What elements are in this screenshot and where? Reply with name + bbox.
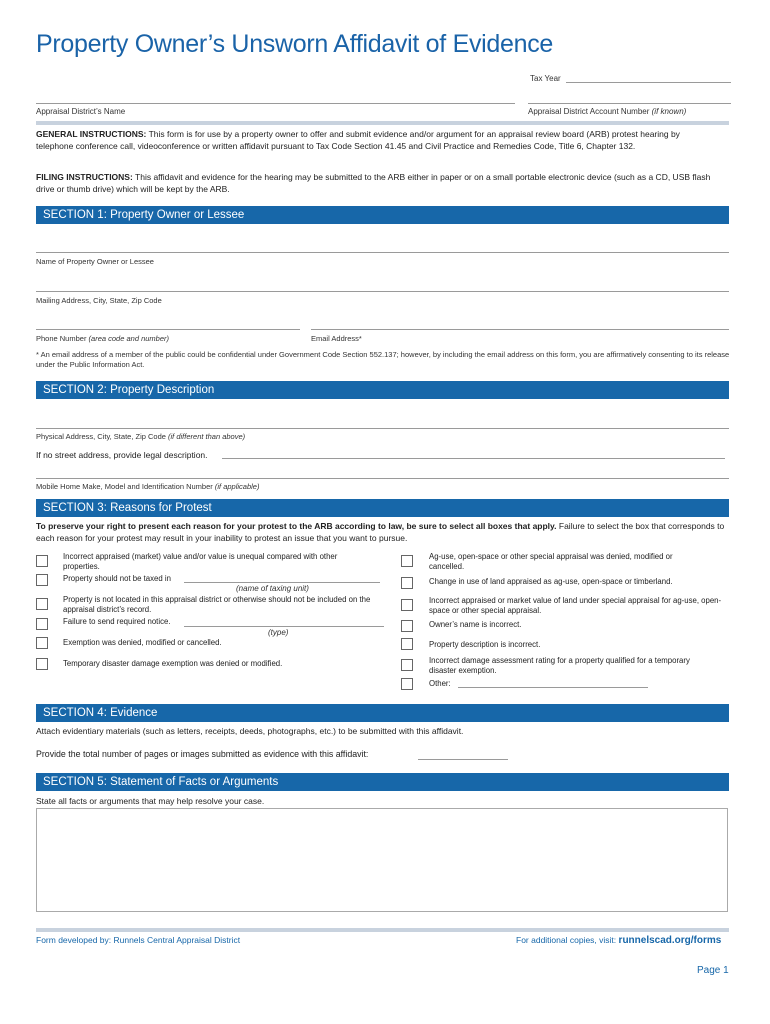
reason-property-description-label: Property description is incorrect.	[429, 640, 541, 649]
email-label: Email Address*	[311, 334, 362, 343]
phone-label: Phone Number (area code and number)	[36, 334, 170, 343]
notice-type-caption: (type)	[268, 628, 289, 637]
reason-exemption-denied-checkbox[interactable]	[36, 637, 48, 649]
account-number-field[interactable]	[528, 103, 731, 104]
attach-evidence-text: Attach evidentiary materials (such as letters, receipts, deeds, photographs, etc.) to be submitted with this affidavit.	[36, 726, 464, 736]
district-name-field[interactable]	[36, 103, 515, 104]
reason-other-label: Other:	[429, 679, 451, 688]
section1-header: SECTION 1: Property Owner or Lessee	[36, 206, 729, 224]
section2-header: SECTION 2: Property Description	[36, 381, 729, 399]
section5-header: SECTION 5: Statement of Facts or Arguments	[36, 773, 729, 791]
reason-failure-notice-checkbox[interactable]	[36, 618, 48, 630]
developed-by-text: Form developed by: Runnels Central Appraisal District	[36, 935, 241, 945]
mobile-home-label: Mobile Home Make, Model and Identification Number (if applicable)	[36, 482, 260, 491]
footer-rule	[36, 928, 729, 932]
legal-description-field[interactable]	[222, 458, 725, 459]
reason-not-taxed-label: Property should not be taxed in	[63, 574, 171, 583]
reason-exemption-denied-label: Exemption was denied, modified or cancelled.	[63, 638, 222, 647]
account-number-label: Appraisal District Account Number (if known)	[528, 107, 687, 116]
page-number: Page 1	[697, 965, 729, 976]
section3-header: SECTION 3: Reasons for Protest	[36, 499, 729, 517]
reason-other-checkbox[interactable]	[401, 678, 413, 690]
reason-property-description-checkbox[interactable]	[401, 638, 413, 650]
mailing-address-field[interactable]	[36, 291, 729, 292]
taxing-unit-caption: (name of taxing unit)	[236, 584, 309, 593]
notice-type-field[interactable]	[184, 626, 384, 627]
filing-instructions: FILING INSTRUCTIONS: This affidavit and evidence for the hearing may be submitted to the ARB either in paper or on a small portable electronic device (such as a CD, USB flash drive or thumb drive) which will be kept by the ARB.	[36, 172, 711, 194]
owner-name-label: Name of Property Owner or Lessee	[36, 257, 154, 266]
reason-ag-use-denied-checkbox[interactable]	[401, 555, 413, 567]
pages-count-label: Provide the total number of pages or images submitted as evidence with this affidavit:	[36, 749, 369, 759]
reason-special-appraisal-value-label: Incorrect appraised or market value of land under special appraisal for ag-use, open-space or other special appraisal.	[429, 596, 722, 615]
reason-not-located-checkbox[interactable]	[36, 598, 48, 610]
taxing-unit-field[interactable]	[184, 582, 380, 583]
reason-damage-rating-checkbox[interactable]	[401, 659, 413, 671]
reason-disaster-exemption-label: Temporary disaster damage exemption was denied or modified.	[63, 659, 283, 668]
pages-count-field[interactable]	[418, 759, 508, 760]
reason-owner-name-checkbox[interactable]	[401, 620, 413, 632]
reason-damage-rating-label: Incorrect damage assessment rating for a property qualified for a temporary disaster exemption.	[429, 656, 690, 675]
header-rule	[36, 121, 729, 125]
statement-instruction: State all facts or arguments that may help resolve your case.	[36, 796, 265, 806]
form-title: Property Owner’s Unsworn Affidavit of Evidence	[36, 30, 554, 58]
statement-textarea[interactable]	[36, 808, 728, 912]
reason-failure-notice-label: Failure to send required notice.	[63, 617, 171, 626]
reason-not-located-label: Property is not located in this appraisal district or otherwise should not be included on the appraisal district’s record.	[63, 595, 371, 614]
section4-header: SECTION 4: Evidence	[36, 704, 729, 722]
physical-address-label: Physical Address, City, State, Zip Code (if different than above)	[36, 432, 246, 441]
additional-copies-text: For additional copies, visit: runnelscad.org/forms	[516, 935, 722, 946]
reason-special-appraisal-value-checkbox[interactable]	[401, 599, 413, 611]
tax-year-field[interactable]	[566, 82, 731, 83]
general-instructions: GENERAL INSTRUCTIONS: This form is for use by a property owner to offer and submit evidence and/or argument for an appraisal review board (ARB) protest hearing by telephone conference call, videoconference or written affidavit pursuant to Tax Code Section 41.45 and Civil Practice and Remedies Code, Title 6, Chapter 132.	[36, 129, 680, 151]
email-footnote: * An email address of a member of the public could be confidential under Government Code Section 552.137; however, by including the email address on this form, you are affirmatively consenting to its release under the Public Information Act.	[36, 350, 730, 369]
other-reason-field[interactable]	[458, 687, 648, 688]
mailing-address-label: Mailing Address, City, State, Zip Code	[36, 296, 162, 305]
reason-disaster-exemption-checkbox[interactable]	[36, 658, 48, 670]
tax-year-label: Tax Year	[530, 74, 561, 83]
section3-intro: To preserve your right to present each reason for your protest to the ARB according to law, be sure to select all boxes that apply. Failure to select the box that corresponds to each reason for your protest may result in your inability to protest an issue that you want to pursue.	[36, 521, 725, 543]
forms-url-link[interactable]: runnelscad.org/forms	[618, 935, 722, 946]
reason-change-in-use-checkbox[interactable]	[401, 577, 413, 589]
reason-owner-name-label: Owner’s name is incorrect.	[429, 620, 522, 629]
district-name-label: Appraisal District’s Name	[36, 107, 126, 116]
reason-ag-use-denied-label: Ag-use, open-space or other special appraisal was denied, modified or cancelled.	[429, 552, 673, 571]
email-field[interactable]	[311, 329, 729, 330]
phone-field[interactable]	[36, 329, 300, 330]
legal-description-label: If no street address, provide legal description.	[36, 450, 208, 460]
reason-incorrect-value-label: Incorrect appraised (market) value and/or value is unequal compared with other properties.	[63, 552, 338, 571]
legal-description-field-2[interactable]	[36, 478, 729, 479]
physical-address-field[interactable]	[36, 428, 729, 429]
reason-change-in-use-label: Change in use of land appraised as ag-use, open-space or timberland.	[429, 577, 673, 586]
reason-incorrect-value-checkbox[interactable]	[36, 555, 48, 567]
reason-not-taxed-checkbox[interactable]	[36, 574, 48, 586]
owner-name-field[interactable]	[36, 252, 729, 253]
